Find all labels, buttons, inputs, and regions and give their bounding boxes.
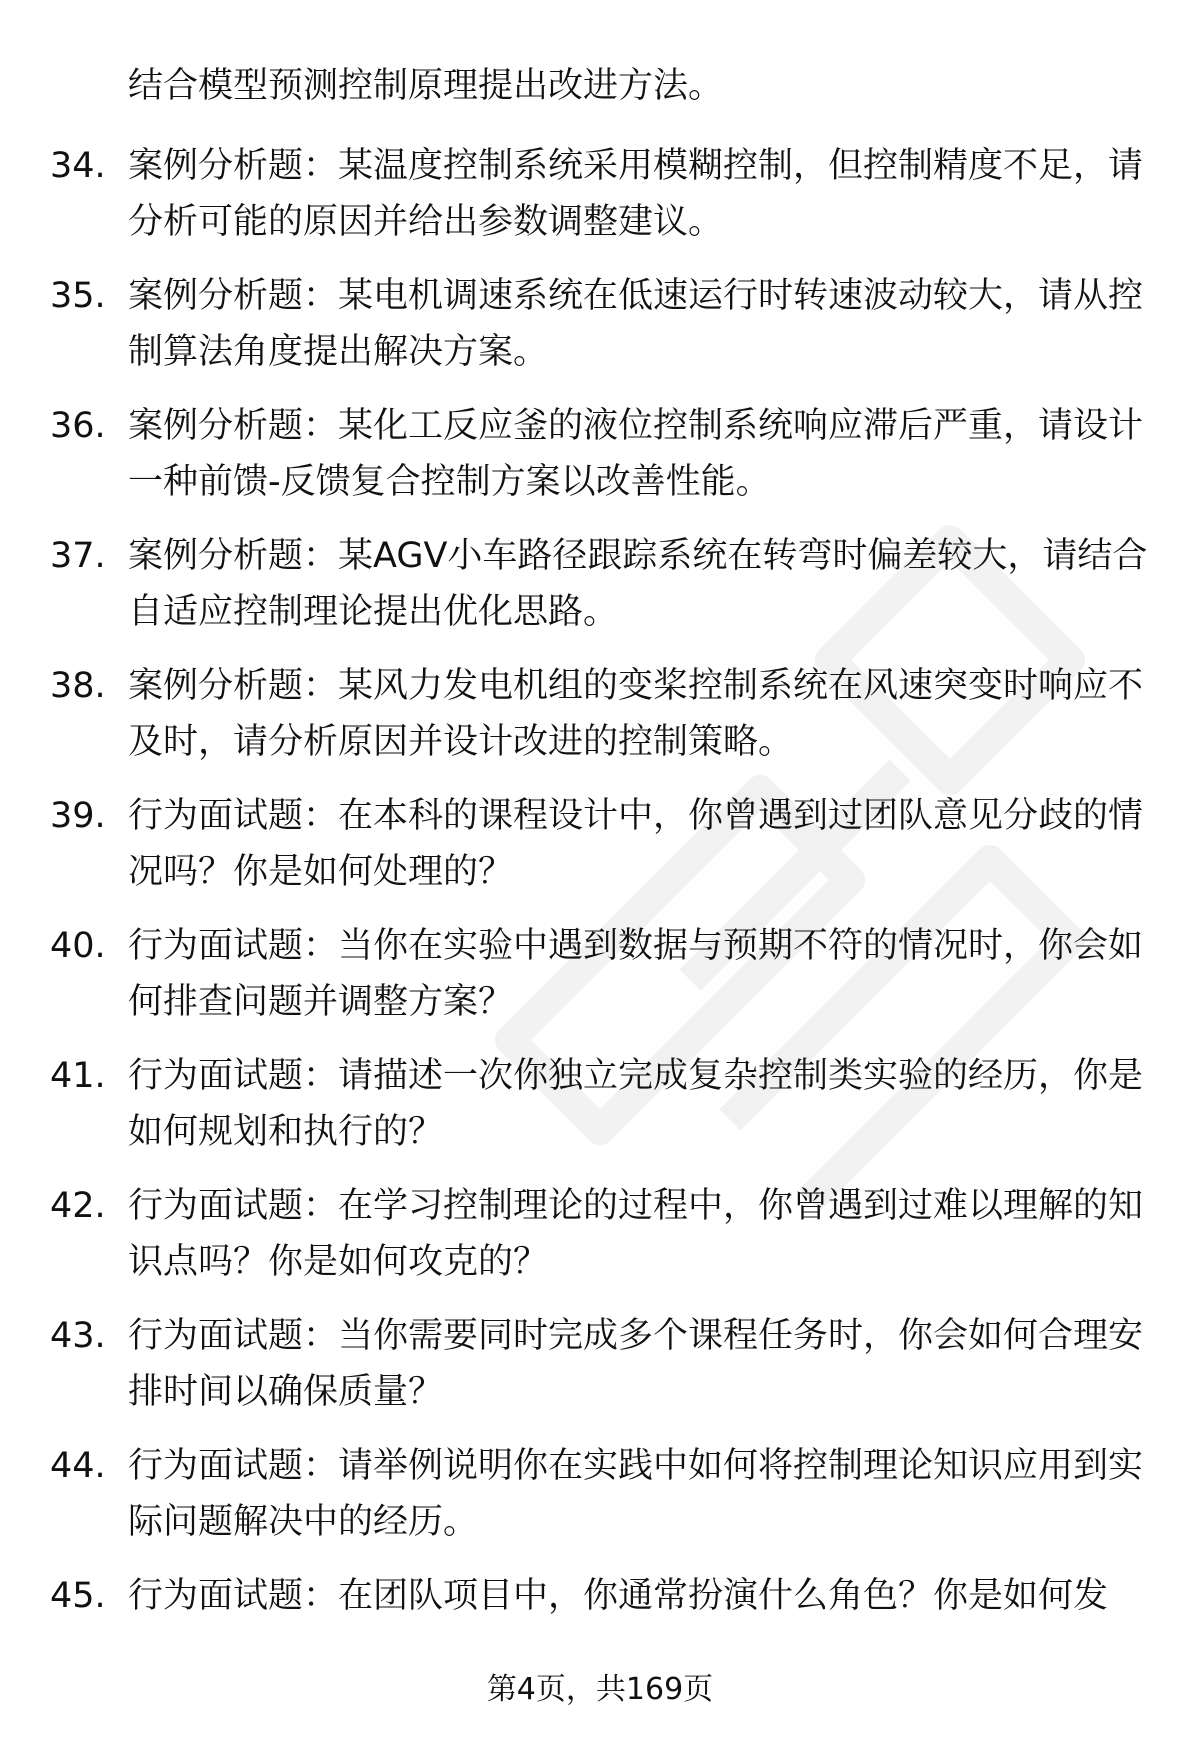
question-number: 39.: [50, 796, 106, 836]
question-number: 37.: [50, 536, 106, 576]
question-text: 案例分析题：某电机调速系统在低速运行时转速波动较大，请从控制算法角度提出解决方案。: [128, 276, 1144, 372]
question-number: 45.: [50, 1576, 106, 1616]
question-text: 行为面试题：当你需要同时完成多个课程任务时，你会如何合理安排时间以确保质量？: [128, 1316, 1144, 1412]
question-item: [0, 138, 1200, 268]
continuation-text: 结合模型预测控制原理提出改进方法。: [128, 66, 724, 106]
question-number: 38.: [50, 666, 106, 706]
question-item: [0, 788, 1200, 918]
question-item: [0, 658, 1200, 788]
question-text: 案例分析题：某化工反应釜的液位控制系统响应滞后严重，请设计一种前馈-反馈复合控制方案以改善性能。: [128, 406, 1144, 502]
question-number: 35.: [50, 276, 106, 316]
question-number: 41.: [50, 1056, 106, 1096]
question-number: 43.: [50, 1316, 106, 1356]
question-text: 行为面试题：请描述一次你独立完成复杂控制类实验的经历，你是如何规划和执行的？: [128, 1056, 1144, 1152]
question-text: 案例分析题：某AGV小车路径跟踪系统在转弯时偏差较大，请结合自适应控制理论提出优化思路。: [128, 536, 1148, 632]
question-text: 行为面试题：当你在实验中遇到数据与预期不符的情况时，你会如何排查问题并调整方案？: [128, 926, 1144, 1022]
question-text: 案例分析题：某风力发电机组的变桨控制系统在风速突变时响应不及时，请分析原因并设计改进的控制策略。: [128, 666, 1144, 762]
question-item: [0, 1438, 1200, 1568]
question-item: [0, 1048, 1200, 1178]
question-number: 42.: [50, 1186, 106, 1226]
question-text: 案例分析题：某温度控制系统采用模糊控制，但控制精度不足，请分析可能的原因并给出参数调整建议。: [128, 146, 1144, 242]
question-item: [0, 528, 1200, 658]
question-number: 34.: [50, 146, 106, 186]
question-number: 44.: [50, 1446, 106, 1486]
question-item: [0, 398, 1200, 528]
page-footer: 第4页，共169页: [486, 1672, 714, 1707]
question-text: 行为面试题：在学习控制理论的过程中，你曾遇到过难以理解的知识点吗？你是如何攻克的？: [128, 1186, 1144, 1282]
question-number: 40.: [50, 926, 106, 966]
question-item: [0, 1308, 1200, 1438]
question-list: [0, 138, 1200, 1698]
question-item: [0, 1178, 1200, 1308]
question-text: 行为面试题：请举例说明你在实践中如何将控制理论知识应用到实际问题解决中的经历。: [128, 1446, 1144, 1542]
question-text: 行为面试题：在本科的课程设计中，你曾遇到过团队意见分歧的情况吗？你是如何处理的？: [128, 796, 1144, 892]
question-item: [0, 918, 1200, 1048]
question-number: 36.: [50, 406, 106, 446]
question-item: [0, 268, 1200, 398]
question-text: 行为面试题：在团队项目中，你通常扮演什么角色？你是如何发: [128, 1576, 1109, 1616]
